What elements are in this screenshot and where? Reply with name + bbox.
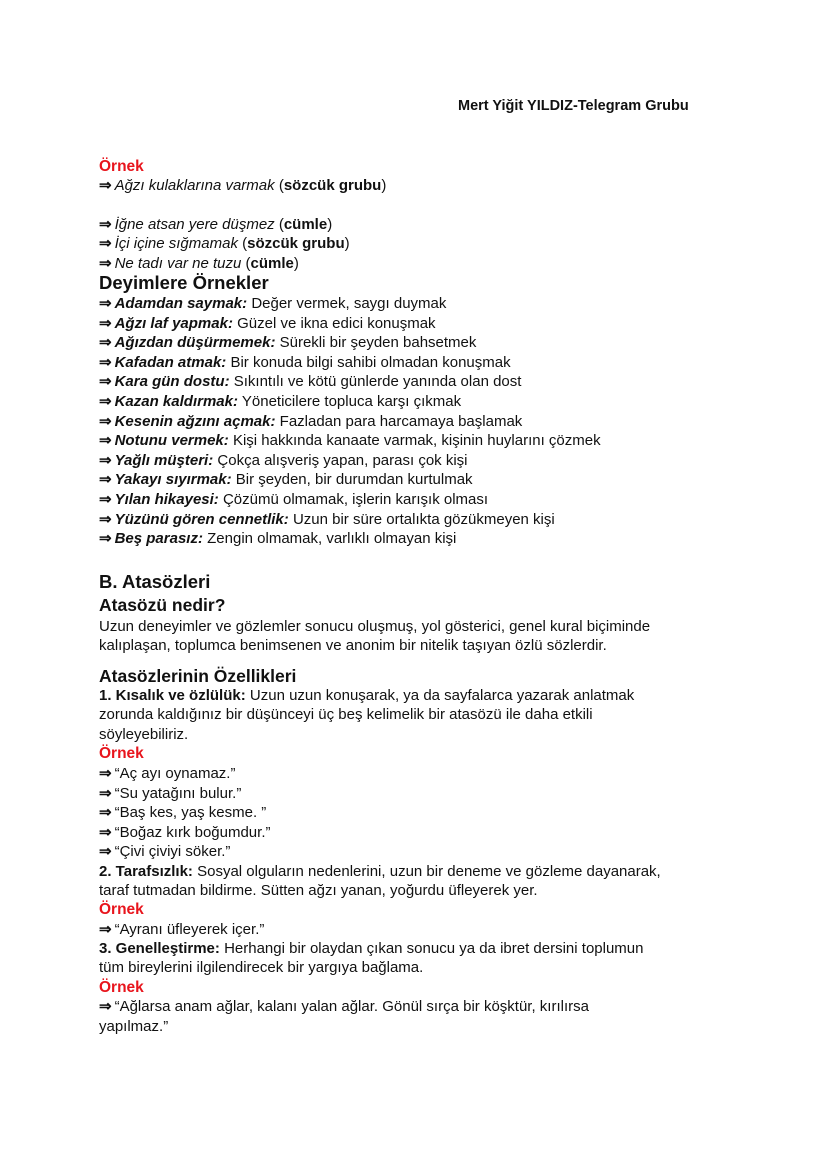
idiom-item (99, 392, 461, 411)
idiom-term: Ağızdan düşürmemek: (114, 334, 276, 352)
idiom-term: Ağzı laf yapmak: (114, 314, 233, 332)
arrow-icon: ⇒ (99, 510, 112, 528)
definition-line: kalıplaşan, toplumca benimsenen ve anonim bir nitelik taşıyan özlü sözlerdir. (99, 637, 607, 654)
ornek-label: Örnek (99, 745, 144, 762)
idiom-desc: Kişi hakkında kanaate varmak, kişinin huylarını çözmek (232, 432, 601, 450)
ornek-label: Örnek (99, 158, 144, 175)
idiom-desc: Çokça alışveriş yapan, parası çok kişi (217, 451, 468, 469)
ornek-label: Örnek (99, 901, 144, 918)
idiom-desc: Sıkıntılı ve kötü günlerde yanında olan dost (233, 373, 522, 391)
idiom-desc: Uzun bir süre ortalıkta gözükmeyen kişi (292, 510, 555, 528)
arrow-icon: ⇒ (99, 353, 112, 371)
example-line (99, 920, 264, 939)
arrow-icon: ⇒ (99, 334, 112, 352)
example-type: sözcük grubu (247, 235, 345, 252)
idiom-desc: Güzel ve ikna edici konuşmak (237, 314, 436, 332)
arrow-icon: ⇒ (99, 998, 112, 1015)
idiom-term: Yağlı müşteri: (114, 451, 214, 469)
proverb-continued: yapılmaz.” (99, 1018, 169, 1035)
arrow-icon: ⇒ (99, 921, 112, 938)
example-type: cümle (283, 216, 328, 233)
example-line: ⇒ İğne atsan yere düşmez (cümle) (99, 216, 333, 233)
page-header: Mert Yiğit YILDIZ-Telegram Grubu (458, 98, 689, 114)
arrow-icon: ⇒ (99, 471, 112, 489)
idiom-desc: Değer vermek, saygı duymak (251, 295, 447, 312)
example-line (99, 823, 270, 842)
arrow-icon: ⇒ (99, 451, 112, 469)
arrow-icon: ⇒ (99, 412, 112, 430)
proverb: “Aç ayı oynamaz.” (114, 765, 236, 782)
idioms-title: Deyimlere Örnekler (99, 272, 269, 293)
idiom-item (99, 451, 468, 470)
example-line (99, 764, 235, 783)
example-phrase: İçi içine sığmamak (114, 235, 238, 252)
proverb: “Çivi çiviyi söker.” (114, 843, 231, 861)
example-line: ⇒ İçi içine sığmamak (sözcük grubu) (99, 235, 350, 252)
example-line (99, 803, 266, 822)
arrow-icon: ⇒ (99, 784, 112, 802)
example-type: cümle (250, 255, 294, 272)
feature-text: zorunda kaldığınız bir düşünceyi üç beş kelimelik bir atasözü ile daha etkili (99, 706, 593, 723)
feature-text: söyleyebiliriz. (99, 726, 189, 743)
arrow-icon: ⇒ (99, 432, 112, 450)
idiom-desc: Yöneticilere topluca karşı çıkmak (241, 393, 462, 410)
proverb: “Ayranı üfleyerek içer.” (114, 921, 265, 938)
idiom-term: Yüzünü gören cennetlik: (114, 510, 289, 528)
idiom-desc: Fazladan para harcamaya başlamak (279, 412, 523, 430)
proverb: “Ağlarsa anam ağlar, kalanı yalan ağlar. Gönül sırça bir köşktür, kırılırsa (114, 998, 589, 1015)
example-line (99, 997, 589, 1016)
feature-2 (99, 862, 661, 881)
idiom-term: Notunu vermek: (114, 432, 229, 450)
feature-text: tüm bireylerini ilgilendirecek bir yargıya bağlama. (99, 959, 424, 976)
arrow-icon: ⇒ (99, 765, 112, 782)
example-line (99, 784, 241, 803)
idiom-term: Kafadan atmak: (114, 353, 227, 371)
example-phrase: Ne tadı var ne tuzu (114, 255, 242, 272)
feature-text: taraf tutmadan bildirme. Sütten ağzı yanan, yoğurdu üfleyerek yer. (99, 882, 538, 899)
example-line: ⇒ Ağzı kulaklarına varmak (sözcük grubu) (99, 177, 387, 194)
idiom-term: Beş parasız: (114, 530, 203, 548)
idiom-item (99, 314, 436, 333)
arrow-icon: ⇒ (99, 393, 112, 410)
idiom-desc: Sürekli bir şeyden bahsetmek (279, 334, 477, 352)
arrow-icon: ⇒ (99, 216, 112, 233)
proverb: “Boğaz kırk boğumdur.” (114, 823, 271, 841)
arrow-icon: ⇒ (99, 177, 112, 194)
idiom-desc: Bir konuda bilgi sahibi olmadan konuşmak (230, 353, 511, 371)
idiom-item (99, 490, 488, 509)
arrow-icon: ⇒ (99, 373, 112, 391)
feature-label: 2. Tarafsızlık: (99, 863, 193, 880)
idiom-term: Kesenin ağzını açmak: (114, 412, 276, 430)
proverb: “Su yatağını bulur.” (114, 784, 242, 802)
feature-text: Herhangi bir olaydan çıkan sonucu ya da ibret dersini toplumun (224, 940, 644, 957)
feature-label: 1. Kısalık ve özlülük: (99, 687, 246, 704)
arrow-icon: ⇒ (99, 235, 112, 252)
example-line: ⇒ Ne tadı var ne tuzu (cümle) (99, 255, 299, 272)
idiom-item (99, 510, 555, 529)
idiom-item (99, 470, 473, 489)
feature-text: Sosyal olguların nedenlerini, uzun bir deneme ve gözleme dayanarak, (197, 863, 661, 880)
idiom-term: Adamdan saymak: (114, 295, 248, 312)
idiom-term: Kazan kaldırmak: (114, 393, 238, 410)
proverb: “Baş kes, yaş kesme. ” (114, 804, 267, 822)
example-line (99, 842, 230, 861)
feature-3 (99, 939, 643, 958)
ornek-label: Örnek (99, 979, 144, 996)
arrow-icon: ⇒ (99, 804, 112, 822)
arrow-icon: ⇒ (99, 530, 112, 548)
arrow-icon: ⇒ (99, 491, 112, 508)
section-b-title: B. Atasözleri (99, 571, 211, 592)
example-phrase: İğne atsan yere düşmez (114, 216, 275, 233)
arrow-icon: ⇒ (99, 255, 112, 272)
feature-1 (99, 686, 634, 705)
idiom-desc: Çözümü olmamak, işlerin karışık olması (222, 491, 489, 508)
idiom-item (99, 294, 446, 313)
idiom-item (99, 372, 521, 391)
idiom-item (99, 353, 511, 372)
definition-line: Uzun deneyimler ve gözlemler sonucu oluşmuş, yol gösterici, genel kural biçiminde (99, 618, 651, 635)
arrow-icon: ⇒ (99, 823, 112, 841)
idiom-term: Kara gün dostu: (114, 373, 230, 391)
feature-label: 3. Genelleştirme: (99, 940, 220, 957)
idiom-item (99, 412, 522, 431)
feature-text: Uzun uzun konuşarak, ya da sayfalarca yazarak anlatmak (249, 687, 635, 704)
idiom-desc: Bir şeyden, bir durumdan kurtulmak (235, 471, 473, 489)
arrow-icon: ⇒ (99, 295, 112, 312)
features-title: Atasözlerinin Özellikleri (99, 666, 297, 686)
idiom-term: Yakayı sıyırmak: (114, 471, 232, 489)
definition-question: Atasözü nedir? (99, 595, 226, 615)
idiom-item (99, 333, 476, 352)
example-phrase: Ağzı kulaklarına varmak (114, 177, 275, 194)
idiom-desc: Zengin olmamak, varlıklı olmayan kişi (207, 530, 457, 548)
example-type: sözcük grubu (283, 177, 382, 194)
idiom-item (99, 529, 456, 548)
idiom-term: Yılan hikayesi: (114, 491, 219, 508)
arrow-icon: ⇒ (99, 314, 112, 332)
idiom-item (99, 431, 601, 450)
arrow-icon: ⇒ (99, 843, 112, 861)
